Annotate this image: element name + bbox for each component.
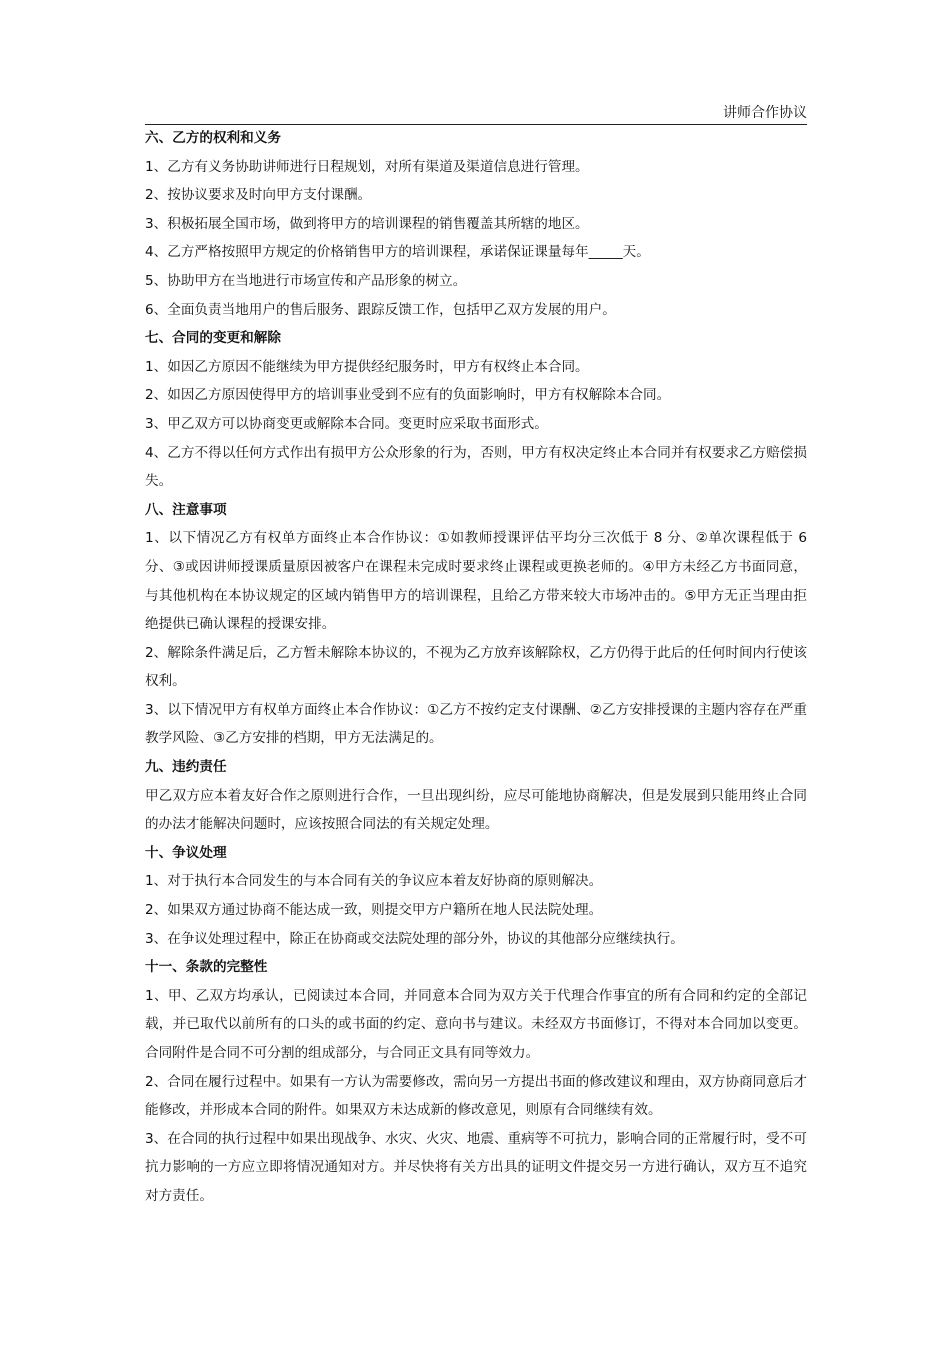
- clause: 2、如因乙方原因使得甲方的培训事业受到不应有的负面影响时，甲方有权解除本合同。: [145, 387, 671, 404]
- clause: 3、甲乙双方可以协商变更或解除本合同。变更时应采取书面形式。: [145, 415, 548, 432]
- section-heading: 十一、条款的完整性: [145, 959, 268, 976]
- section-heading: 七、合同的变更和解除: [145, 330, 281, 347]
- section-liability: [145, 753, 807, 839]
- section-notes: [145, 496, 807, 753]
- section-heading: 六、乙方的权利和义务: [145, 130, 281, 146]
- clause: 6、全面负责当地用户的售后服务、跟踪反馈工作，包括甲乙双方发展的用户。: [145, 301, 616, 318]
- clause: 3、积极拓展全国市场，做到将甲方的培训课程的销售覆盖其所辖的地区。: [145, 215, 589, 232]
- section-disputes: [145, 839, 807, 953]
- clause: 1、对于执行本合同发生的与本合同有关的争议应本着友好协商的原则解决。: [145, 873, 603, 890]
- document-body: [145, 124, 807, 1211]
- section-change-termination: [145, 324, 807, 496]
- clause: 2、按协议要求及时向甲方支付课酬。: [145, 187, 372, 204]
- clause: 1、乙方有义务协助讲师进行日程规划，对所有渠道及渠道信息进行管理。: [145, 158, 589, 175]
- clause: 3、以下情况甲方有权单方面终止本合作协议：①乙方不按约定支付课酬、②乙方安排授课的主题内容存在严重教学风险、③乙方安排的档期，甲方无法满足的。: [145, 701, 807, 747]
- clause: 1、甲、乙双方均承认，已阅读过本合同，并同意本合同为双方关于代理合作事宜的所有合同和约定的全部记载，并已取代以前所有的口头的或书面的约定、意向书与建议。未经双方书面修订，不得对本合同加以变更。合同附件是合同不可分割的组成部分，与合同正文具有同等效力。: [145, 987, 807, 1061]
- clause: 2、合同在履行过程中。如果有一方认为需要修改，需向另一方提出书面的修改建议和理由，双方协商同意后才能修改，并形成本合同的附件。如果双方未达成新的修改意见，则原有合同继续有效。: [145, 1073, 807, 1119]
- section-heading: 八、注意事项: [145, 501, 227, 518]
- clause: 2、如果双方通过协商不能达成一致，则提交甲方户籍所在地人民法院处理。: [145, 902, 603, 919]
- section-rights-obligations: [145, 124, 807, 324]
- clause: 1、以下情况乙方有权单方面终止本合作协议：①如教师授课评估平均分三次低于 8 分、②单次课程低于 6 分、③或因讲师授课质量原因被客户在课程未完成时要求终止课程或更换老师的。④甲方未经乙方书面同意，与其他机构在本协议规定的区域内销售甲方的培训课程，且给乙方带来较大市场冲击的。⑤甲方无正当理由拒绝提供已确认课程的授课安排。: [145, 530, 807, 633]
- clause: 3、在合同的执行过程中如果出现战争、水灾、火灾、地震、重病等不可抗力，影响合同的正常履行时，受不可抗力影响的一方应立即将情况通知对方。并尽快将有关方出具的证明文件提交另一方进行确认，双方互不追究对方责任。: [145, 1130, 807, 1204]
- section-heading: 十、争议处理: [145, 844, 227, 861]
- page-header: [145, 102, 807, 125]
- header-title: 讲师合作协议: [723, 105, 807, 121]
- section-heading: 九、违约责任: [145, 759, 227, 776]
- clause: 2、解除条件满足后，乙方暂未解除本协议的，不视为乙方放弃该解除权，乙方仍得于此后的任何时间内行使该权利。: [145, 644, 807, 690]
- clause: 1、如因乙方原因不能继续为甲方提供经纪服务时，甲方有权终止本合同。: [145, 358, 589, 375]
- clause: 3、在争议处理过程中，除正在协商或交法院处理的部分外，协议的其他部分应继续执行。: [145, 930, 684, 947]
- clause: 4、乙方严格按照甲方规定的价格销售甲方的培训课程，承诺保证课量每年_____天。: [145, 244, 650, 261]
- clause: 甲乙双方应本着友好合作之原则进行合作，一旦出现纠纷，应尽可能地协商解决，但是发展到只能用终止合同的办法才能解决问题时，应该按照合同法的有关规定处理。: [145, 787, 807, 833]
- clause: 4、乙方不得以任何方式作出有损甲方公众形象的行为，否则，甲方有权决定终止本合同并有权要求乙方赔偿损失。: [145, 444, 807, 490]
- section-integrity: [145, 953, 807, 1210]
- clause: 5、协助甲方在当地进行市场宣传和产品形象的树立。: [145, 272, 467, 289]
